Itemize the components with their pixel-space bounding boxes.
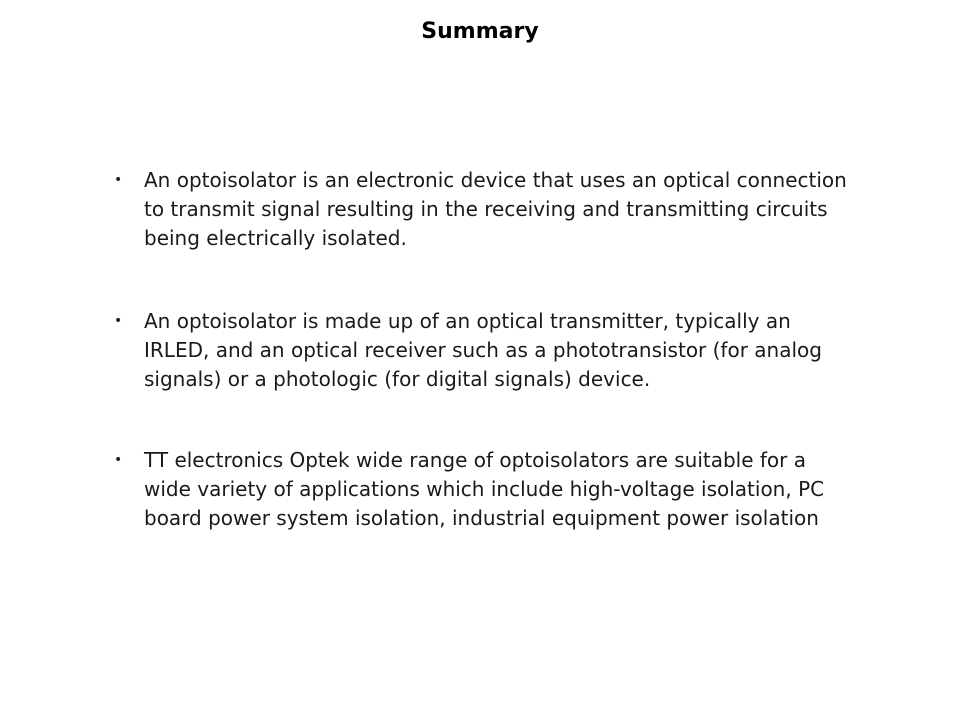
- bullet-icon: •: [114, 452, 123, 468]
- bullet-text: TT electronics Optek wide range of optoisolators are suitable for a wide variety of applications which include high-voltage isolation, PC board power system isolation, industrial equipment power isolation: [144, 448, 825, 530]
- list-item: [112, 446, 852, 533]
- list-item: [112, 307, 852, 394]
- bullet-text: An optoisolator is made up of an optical transmitter, typically an IRLED, and an optical receiver such as a phototransistor (for analog signals) or a photologic (for digital signals) device.: [144, 309, 822, 391]
- bullet-list: [112, 166, 852, 587]
- slide-title: Summary: [421, 19, 539, 44]
- bullet-icon: •: [114, 313, 123, 329]
- bullet-icon: •: [114, 172, 123, 188]
- list-item: [112, 166, 852, 253]
- bullet-text: An optoisolator is an electronic device that uses an optical connection to transmit signal resulting in the receiving and transmitting circuits being electrically isolated.: [144, 168, 847, 250]
